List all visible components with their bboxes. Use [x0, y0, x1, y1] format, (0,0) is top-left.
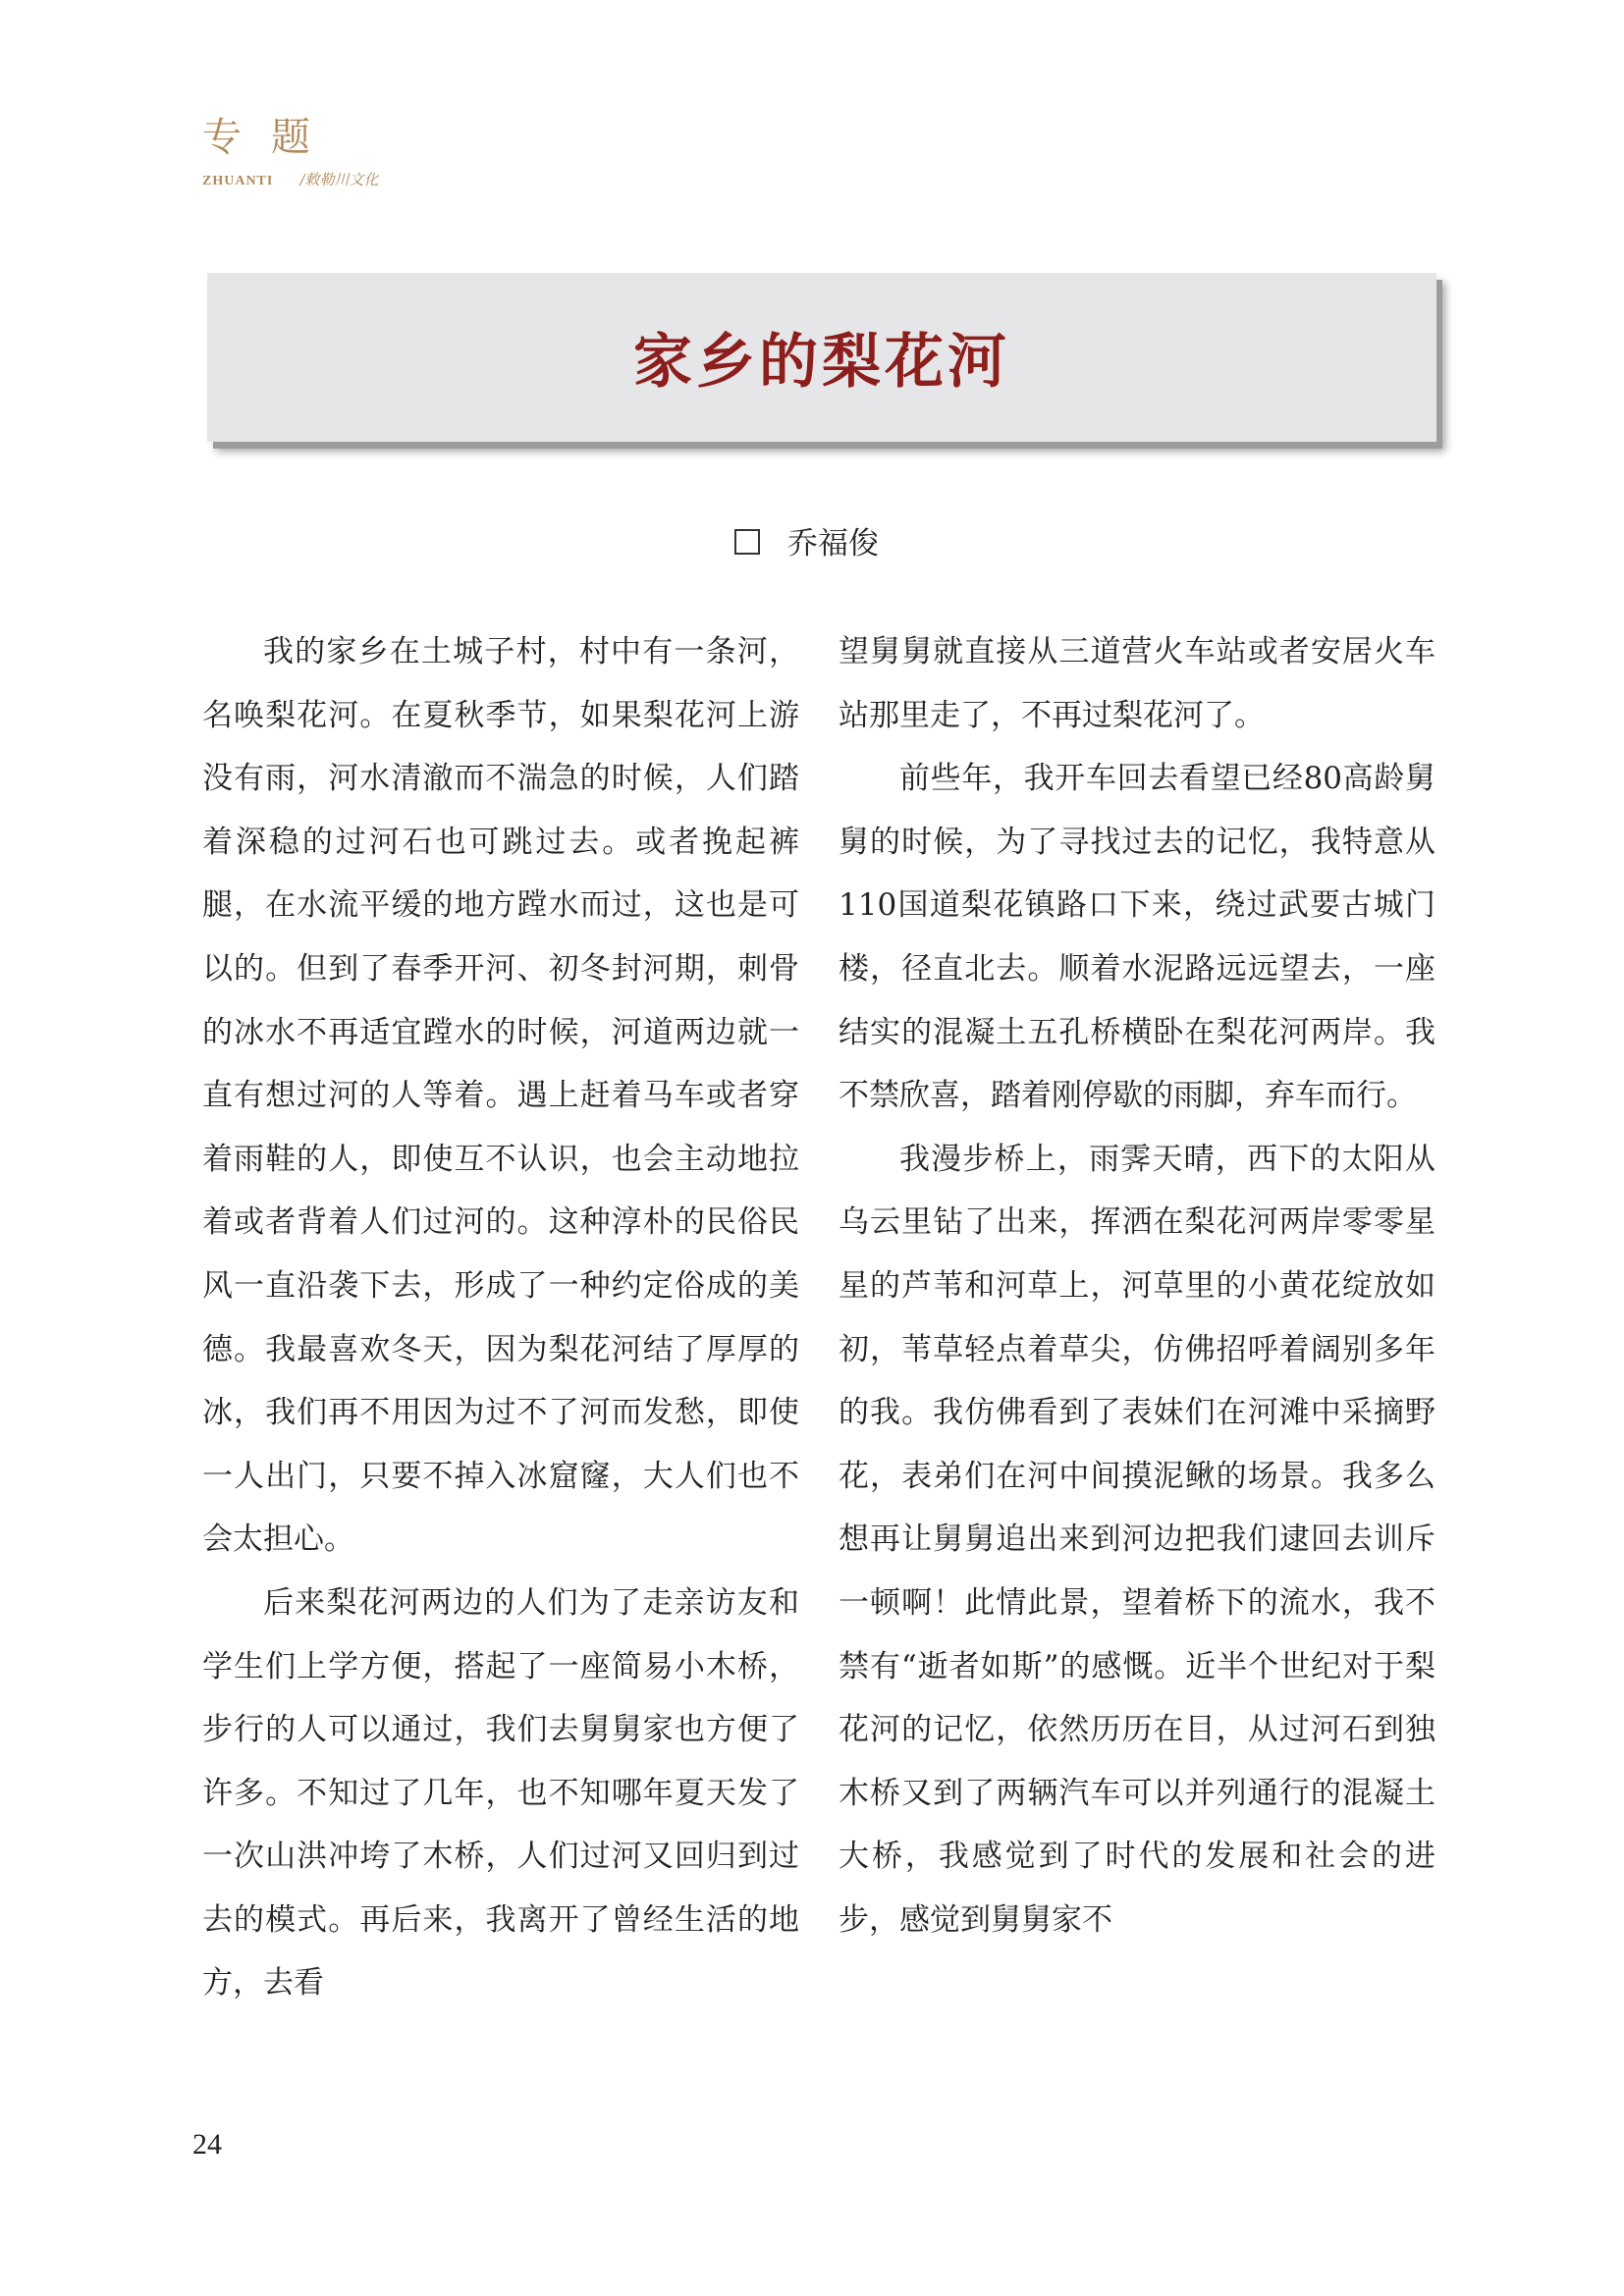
- square-box-icon: [734, 529, 760, 555]
- column-name: /敕勒川文化: [299, 171, 379, 188]
- section-header: [202, 110, 379, 192]
- paragraph: 我漫步桥上，雨霁天晴，西下的太阳从乌云里钻了出来，挥洒在梨花河两岸零零星星的芦苇和河草上，河草里的小黄花绽放如初，苇草轻点着草尖，仿佛招呼着阔别多年的我。我仿佛看到了表妹们在河滩中采摘野花，表弟们在河中间摸泥鳅的场景。我多么想再让舅舅追出来到河边把我们逮回去训斥一顿啊！此情此景，望着桥下的流水，我不禁有“逝者如斯”的感慨。近半个世纪对于梨花河的记忆，依然历历在目，从过河石到独木桥又到了两辆汽车可以并列通行的混凝土大桥，我感觉到了时代的发展和社会的进步，感觉到舅舅家不: [839, 1141, 1435, 1938]
- page-number: 24: [192, 2128, 222, 2161]
- paragraph-continuation: 望舅舅就直接从三道营火车站或者安居火车站那里走了，不再过梨花河了。: [839, 634, 1435, 733]
- paragraph: 前些年，我开车回去看望已经80高龄舅舅的时候，为了寻找过去的记忆，我特意从110国道梨花镇路口下来，绕过武要古城门楼，径直北去。顺着水泥路远远望去，一座结实的混凝土五孔桥横卧在梨花河两岸。我不禁欣喜，踏着刚停歇的雨脚，弃车而行。: [839, 761, 1435, 1114]
- byline: [734, 520, 879, 567]
- paragraph: 后来梨花河两边的人们为了走亲访友和学生们上学方便，搭起了一座简易小木桥，步行的人可以通过，我们去舅舅家也方便了许多。不知过了几年，也不知哪年夏天发了一次山洪冲垮了木桥，人们过河又回归到过去的模式。再后来，我离开了曾经生活的地方，去看: [202, 1584, 799, 2002]
- paragraph: 我的家乡在土城子村，村中有一条河，名唤梨花河。在夏秋季节，如果梨花河上游没有雨，河水清澈而不湍急的时候，人们踏着深稳的过河石也可跳过去。或者挽起裤腿，在水流平缓的地方蹚水而过，这也是可以的。但到了春季开河、初冬封河期，刺骨的冰水不再适宜蹚水的时候，河道两边就一直有想过河的人等着。遇上赶着马车或者穿着雨鞋的人，即使互不认识，也会主动地拉着或者背着人们过河的。这种淳朴的民俗民风一直沿袭下去，形成了一种约定俗成的美德。我最喜欢冬天，因为梨花河结了厚厚的冰，我们再不用因为过不了河而发愁，即使一人出门，只要不掉入冰窟窿，大人们也不会太担心。: [202, 634, 799, 1558]
- right-column: [839, 620, 1435, 1951]
- section-title: 专题: [202, 115, 340, 160]
- left-column: [202, 620, 799, 2015]
- article-title: 家乡的梨花河: [633, 328, 1010, 397]
- section-subtitle-row: [202, 169, 379, 192]
- title-banner: [207, 273, 1436, 442]
- section-title-pinyin: ZHUANTI: [202, 174, 274, 188]
- author-name: 乔福俊: [787, 526, 879, 561]
